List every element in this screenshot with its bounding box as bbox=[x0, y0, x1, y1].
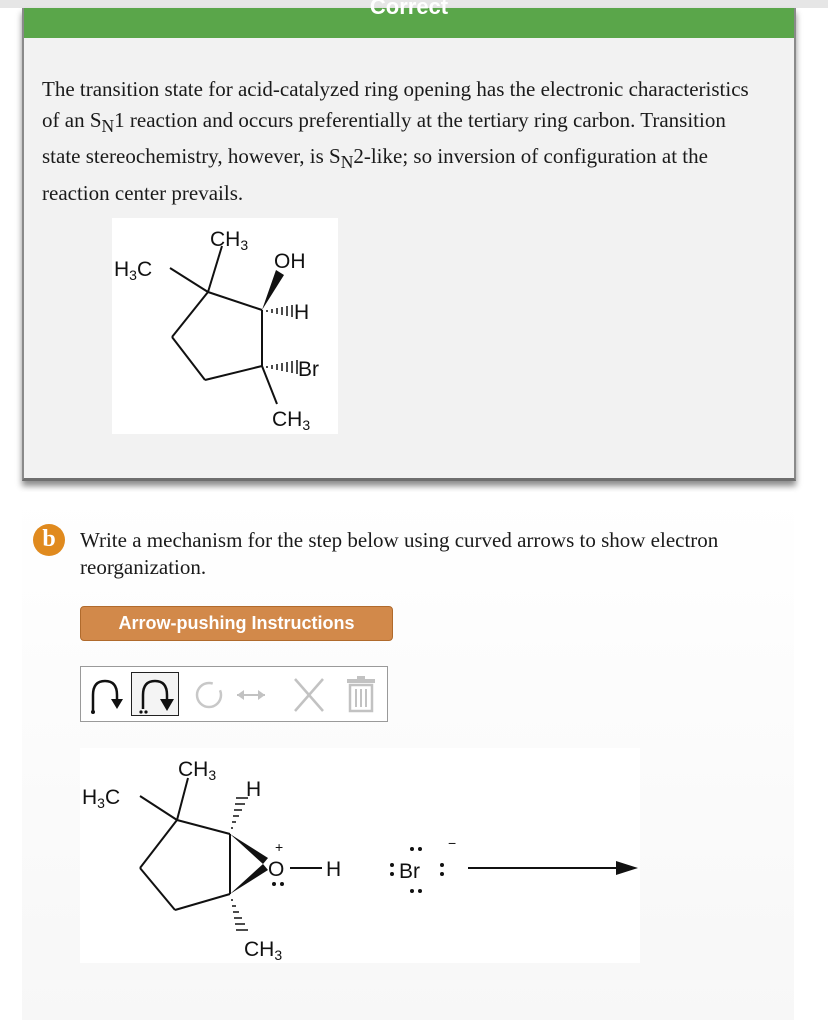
methyl-left-label: H3C bbox=[82, 786, 121, 811]
part-b-badge: b bbox=[33, 524, 65, 556]
correct-banner bbox=[24, 0, 794, 38]
reaction-structure-svg bbox=[80, 748, 640, 963]
rotate-icon[interactable] bbox=[189, 675, 229, 715]
resonance-arrow-icon[interactable] bbox=[231, 675, 271, 715]
hydrogen-label: H bbox=[294, 301, 310, 324]
drawing-toolbar bbox=[80, 666, 388, 722]
arrow-pushing-instructions-button[interactable]: Arrow-pushing Instructions bbox=[80, 606, 393, 641]
product-structure-svg bbox=[112, 218, 338, 434]
bromine-label: Br bbox=[298, 358, 319, 381]
methyl-top-label: CH3 bbox=[178, 758, 217, 783]
explanation-part-1: The transition state for acid-catalyzed ring opening has the electronic characteristics of an S bbox=[42, 77, 749, 132]
explanation-subscript-2: N bbox=[340, 152, 354, 173]
reaction-structure bbox=[80, 748, 640, 963]
delete-x-icon[interactable] bbox=[289, 675, 329, 715]
explanation-subscript-1: N bbox=[101, 115, 115, 136]
hydrogen-label: H bbox=[326, 858, 342, 881]
single-electron-arrow-icon[interactable] bbox=[87, 675, 127, 715]
explanation-part-2: 1 reaction and occurs preferentially at the tertiary ring carbon. Transition state stereochemistry, however, is S bbox=[42, 107, 726, 169]
hydrogen-top-label: H bbox=[246, 778, 262, 801]
bromide-label: Br bbox=[399, 860, 420, 883]
oxygen-charge: + bbox=[275, 839, 284, 855]
correct-label: Correct bbox=[369, 0, 449, 19]
methyl-bottom-label: CH3 bbox=[244, 938, 283, 963]
methyl-left-label: H3C bbox=[114, 258, 153, 283]
methyl-bottom-label: CH3 bbox=[272, 408, 311, 433]
part-b-question: Write a mechanism for the step below using curved arrows to show electron reorganization. bbox=[80, 528, 719, 579]
methyl-top-label: CH3 bbox=[210, 228, 249, 253]
hydroxyl-label: OH bbox=[274, 250, 306, 273]
electron-pair-arrow-icon[interactable] bbox=[135, 675, 175, 715]
explanation-text bbox=[42, 74, 762, 208]
oxygen-label: O bbox=[268, 858, 285, 881]
trash-icon[interactable] bbox=[341, 675, 381, 715]
explanation-part-3: 2-like; so inversion of configuration at the reaction center prevails. bbox=[42, 144, 708, 205]
product-structure bbox=[112, 218, 338, 434]
bromide-charge: − bbox=[448, 835, 457, 851]
